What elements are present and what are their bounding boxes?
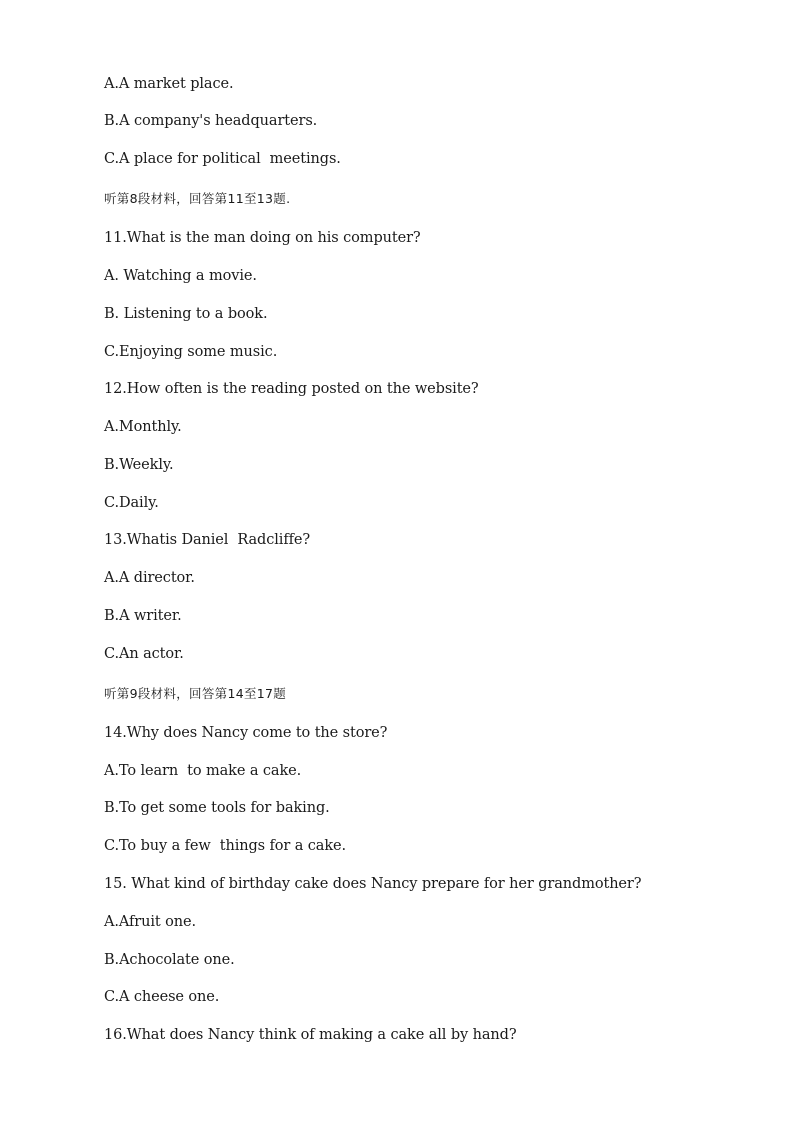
- q14-option-a: A.To learn to make a cake.: [104, 763, 302, 779]
- q15-option-b: B.Achocolate one.: [104, 952, 235, 968]
- q12-option-b: B.Weekly.: [104, 457, 174, 473]
- q13-option-c: C.An actor.: [104, 646, 184, 662]
- q11-option-b: B. Listening to a book.: [104, 306, 268, 322]
- section-heading-9: 听第9段材料，回答第14至17题: [104, 686, 287, 701]
- q14-option-b: B.To get some tools for baking.: [104, 800, 330, 816]
- q11-option-c: C.Enjoying some music.: [104, 344, 278, 360]
- question-11: 11.What is the man doing on his computer?: [104, 230, 421, 246]
- q10-option-c: C.A place for political meetings.: [104, 151, 341, 167]
- question-15: 15. What kind of birthday cake does Nancy prepare for her grandmother?: [104, 876, 642, 892]
- question-16: 16.What does Nancy think of making a cake all by hand?: [104, 1027, 517, 1043]
- q12-option-a: A.Monthly.: [104, 419, 182, 435]
- q13-option-a: A.A director.: [104, 570, 195, 586]
- q14-option-c: C.To buy a few things for a cake.: [104, 838, 347, 854]
- q10-option-b: B.A company's headquarters.: [104, 113, 318, 129]
- q12-option-c: C.Daily.: [104, 495, 159, 511]
- question-13: 13.Whatis Daniel Radcliffe?: [104, 532, 311, 548]
- q15-option-c: C.A cheese one.: [104, 989, 220, 1005]
- section-heading-8: 听第8段材料，回答第11至13题.: [104, 191, 291, 206]
- q10-option-a: A.A market place.: [104, 76, 234, 92]
- question-12: 12.How often is the reading posted on the website?: [104, 381, 479, 397]
- q11-option-a: A. Watching a movie.: [104, 268, 257, 284]
- q13-option-b: B.A writer.: [104, 608, 182, 624]
- question-14: 14.Why does Nancy come to the store?: [104, 725, 388, 741]
- q15-option-a: A.Afruit one.: [104, 914, 196, 930]
